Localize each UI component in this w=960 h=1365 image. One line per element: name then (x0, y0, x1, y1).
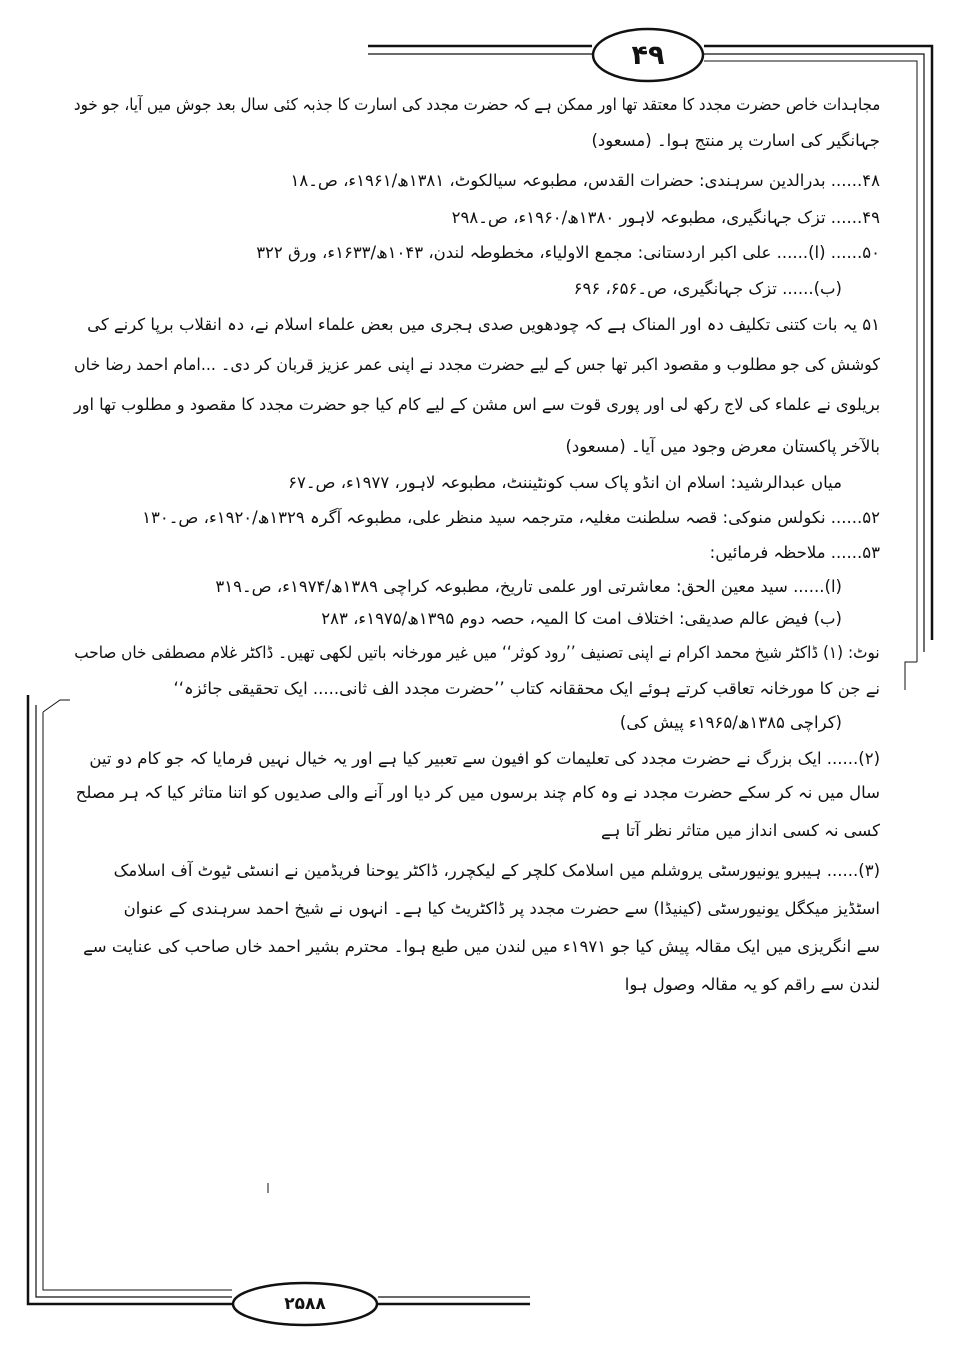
text-line: بریلوی نے علماء کی لاج رکھ لی اور پوری قوت سے اس مشن کے لیے کام کیا جو حضرت مجدد کا مقصود و مطلوب تھا اور (73, 395, 880, 414)
text-line: لندن سے راقم کو یہ مقالہ وصول ہوا (624, 975, 880, 994)
footnote-50: ۵۰...... (ا)...... علی اکبر اردستانی: مجمع الاولیاء، مخطوطہ لندن، ۱۰۴۳ھ/۱۶۳۳ء، ورق ۳۲۲ (256, 243, 880, 262)
text-line: جہانگیر کی اسارت پر منتج ہوا۔ (مسعود) (591, 131, 880, 150)
footnote-52: ۵۲...... نکولس منوکی: قصہ سلطنت مغلیہ، مترجمہ سید منظر علی، مطبوعہ آگرہ ۱۳۲۹ھ/۱۹۲۰ء، ص۔۱۳۰ (142, 508, 880, 527)
text-line: بالآخر پاکستان معرض وجود میں آیا۔ (مسعود) (565, 437, 880, 456)
text-line: کسی نہ کسی انداز میں متاثر نظر آتا ہے (601, 821, 880, 840)
footnote-48: ۴۸...... بدرالدین سرہندی: حضرات القدس، مطبوعہ سیالکوٹ، ۱۳۸۱ھ/۱۹۶۱ء، ص۔۱۸ (290, 171, 880, 190)
text-line: (کراچی ۱۳۸۵ھ/۱۹۶۵ء پیش کی) (619, 713, 842, 732)
footnote-53-b: (ب) فیض عالم صدیقی: اختلاف امت کا المیہ، حصہ دوم ۱۳۹۵ھ/۱۹۷۵ء، ۲۸۳ (321, 609, 842, 628)
text-line: مجاہدات خاص حضرت مجدد کا معتقد تھا اور ممکن ہے کہ حضرت مجدد کی اسارت کا جذبہ کئی سال بعد جوش میں آیا، جو خود (73, 95, 880, 114)
text-line: نے جن کا مورخانہ تعاقب کرتے ہوئے ایک محققانہ کتاب ’’حضرت مجدد الف ثانی..... ایک تحقیقی جائزہ‘‘ (173, 679, 880, 698)
footnote-50-b: (ب)...... تزک جہانگیری، ص۔۶۵۶، ۶۹۶ (573, 279, 842, 298)
text-line: اسٹڈیز میکگل یونیورسٹی (کینیڈا) سے حضرت مجدد پر ڈاکٹریٹ کیا ہے۔ انہوں نے شیخ احمد سرہندی کے عنوان (123, 899, 880, 918)
text-line: سے انگریزی میں ایک مقالہ پیش کیا جو ۱۹۷۱ء میں لندن میں طبع ہوا۔ محترم بشیر احمد خاں صاحب کی عنایت سے (83, 937, 880, 956)
footnote-53: ۵۳...... ملاحظہ فرمائیں: (709, 543, 880, 562)
note-2: (۲)...... ایک بزرگ نے حضرت مجدد کی تعلیمات کو افیون سے تعبیر کیا ہے اور یہ خیال نہیں فرمایا کہ جو کام دو تین (89, 749, 880, 768)
note-1: نوٹ: (۱) ڈاکٹر شیخ محمد اکرام نے اپنی تصنیف ’’رود کوثر‘‘ میں غیر مورخانہ باتیں لکھی تھیں۔ ڈاکٹر غلام مصطفی خاں صاحب (74, 643, 880, 662)
text-line: سال میں نہ کر سکے حضرت مجدد نے وہ کام چند برسوں میں کر دیا اور آنے والی صدیوں کو اتنا متاثر کیا کہ ہر مصلح (75, 783, 880, 802)
footnote-53-a: (ا)...... سید معین الحق: معاشرتی اور علمی تاریخ، مطبوعہ کراچی ۱۳۸۹ھ/۱۹۷۴ء، ص۔۳۱۹ (215, 577, 842, 596)
page-number-top: ۴۹ (631, 39, 665, 71)
note-3: (۳)...... ہیبرو یونیورسٹی یروشلم میں اسلامک کلچر کے لیکچرر، ڈاکٹر یوحنا فریڈمین نے انسٹی ٹیوٹ آف اسلامک (113, 861, 880, 880)
page-number-bottom: ۲۵۸۸ (284, 1294, 326, 1314)
footnote-51: ۵۱ یہ بات کتنی تکلیف دہ اور المناک ہے کہ چودھویں صدی ہجری میں بعض علماء اسلام نے، دہ انقلاب برپا کرنے کی (87, 315, 880, 334)
text-line: میاں عبدالرشید: اسلام ان انڈو پاک سب کونٹیننٹ، مطبوعہ لاہور، ۱۹۷۷ء، ص۔۶۷ (288, 473, 842, 492)
text-line: کوشش کی جو مطلوب و مقصود اکبر تھا جس کے لیے حضرت مجدد نے اپنی عمر عزیز قربان کر دی۔ ...امام احمد رضا خاں (74, 355, 880, 374)
footnote-49: ۴۹...... تزک جہانگیری، مطبوعہ لاہور ۱۳۸۰ھ/۱۹۶۰ء، ص۔۲۹۸ (451, 208, 880, 227)
